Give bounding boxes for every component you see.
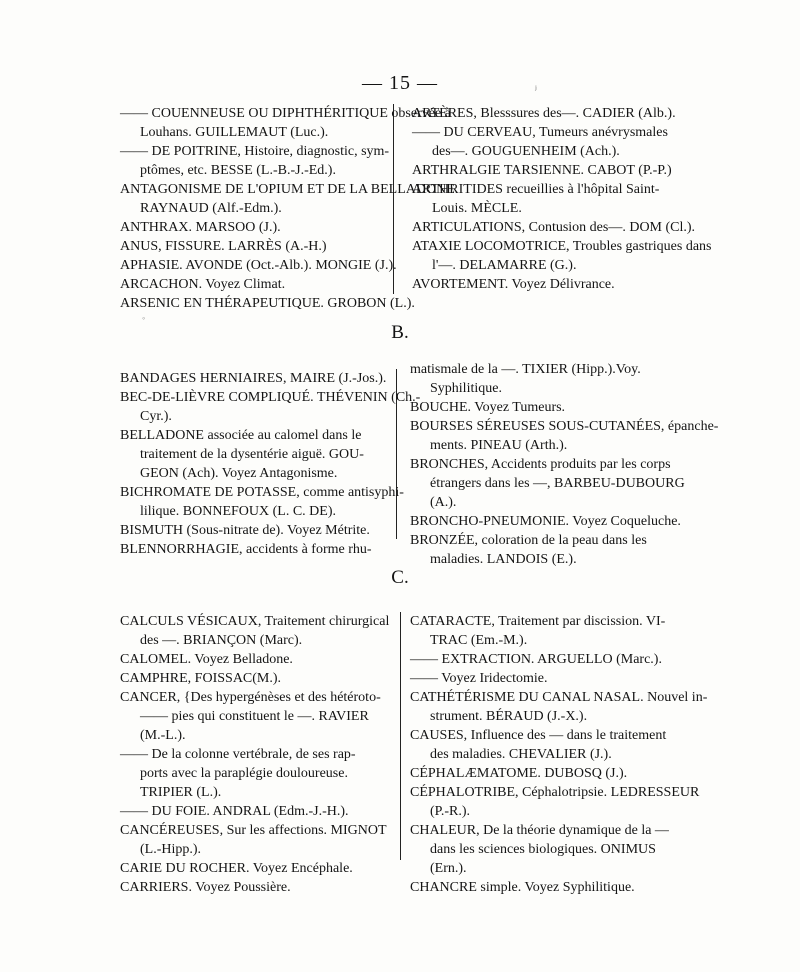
- entry-heading-line: ARCACHON. Voyez Climat.: [120, 277, 286, 292]
- index-entry: [120, 256, 397, 275]
- index-entry: [412, 275, 682, 294]
- index-entry: [410, 360, 682, 398]
- column-a-right: [412, 104, 712, 294]
- entry-heading-line: matismale de la —. TIXIER (Hipp.).Voy.: [410, 362, 641, 377]
- entry-continuation-line: des maladies. CHEVALIER (J.).: [430, 747, 612, 762]
- entry-continuation-line: —— pies qui constituent le —. RAVIER: [140, 709, 369, 724]
- entry-heading-line: CATHÉTÉRISME DU CANAL NASAL. Nouvel in-: [410, 690, 708, 705]
- index-entry: [120, 878, 392, 897]
- index-entry: [410, 783, 700, 821]
- entry-heading-line: BANDAGES HERNIAIRES, MAIRE (J.-Jos.).: [120, 371, 387, 386]
- index-entry: [410, 531, 682, 569]
- entry-heading-line: CANCÉREUSES, Sur les affections. MIGNOT: [120, 823, 387, 838]
- column-c-left: [120, 612, 401, 895]
- index-entry: [120, 688, 392, 745]
- index-entry: [120, 612, 392, 650]
- index-entry: [410, 417, 719, 455]
- index-entry: [120, 650, 392, 669]
- entry-heading-line: —— COUENNEUSE OU DIPHTHÉRITIQUE observée à: [120, 106, 451, 121]
- index-entry: [410, 669, 682, 688]
- entry-heading-line: ANTAGONISME DE L'OPIUM ET DE LA BELLADONE.: [120, 182, 459, 197]
- entry-heading-line: —— Voyez Iridectomie.: [410, 671, 548, 686]
- entry-heading-line: BOUCHE. Voyez Tumeurs.: [410, 400, 566, 415]
- entry-heading-line: BRONZÉE, coloration de la peau dans les: [410, 533, 647, 548]
- entry-heading-line: CATARACTE, Traitement par discission. VI-: [410, 614, 666, 629]
- index-entry: [120, 369, 388, 388]
- entry-heading-line: BEC-DE-LIÈVRE COMPLIQUÉ. THÉVENIN (Ch.-: [120, 390, 421, 405]
- index-entry: [120, 180, 459, 218]
- index-entry: [410, 688, 708, 726]
- entry-heading-line: ATAXIE LOCOMOTRICE, Troubles gastriques dans: [412, 239, 712, 254]
- index-entry: [120, 104, 451, 142]
- index-entry: [120, 669, 392, 688]
- entry-heading-line: APHASIE. AVONDE (Oct.-Alb.). MONGIE (J.).: [120, 258, 397, 273]
- entry-heading-line: CHANCRE simple. Voyez Syphilitique.: [410, 880, 635, 895]
- entry-heading-line: BLENNORRHAGIE, accidents à forme rhu-: [120, 542, 372, 557]
- entry-continuation-line: (L.-Hipp.).: [140, 842, 202, 857]
- entry-heading-line: CARIE DU ROCHER. Voyez Encéphale.: [120, 861, 353, 876]
- index-entry: [120, 142, 390, 180]
- index-entry: [412, 161, 682, 180]
- paper-speck: ◦: [142, 313, 146, 323]
- column-b-left: [120, 369, 421, 557]
- index-entry: [410, 821, 682, 878]
- entry-continuation-line: traitement de la dysentérie aiguë. GOU-: [140, 447, 364, 462]
- entry-heading-line: CAMPHRE, FOISSAC(M.).: [120, 671, 282, 686]
- index-entry: [412, 123, 682, 161]
- entry-heading-line: BICHROMATE DE POTASSE, comme antisyphi-: [120, 485, 404, 500]
- section-letter-b: B.: [391, 322, 409, 343]
- entry-continuation-line: (Ern.).: [430, 861, 467, 876]
- entry-heading-line: BRONCHES, Accidents produits par les corps: [410, 457, 671, 472]
- entry-continuation-line: (P.-R.).: [430, 804, 471, 819]
- entry-heading-line: —— De la colonne vertébrale, de ses rap-: [120, 747, 356, 762]
- entry-continuation-line: Louhans. GUILLEMAUT (Luc.).: [140, 125, 329, 140]
- entry-heading-line: CANCER, {Des hypergénèses et des hétéroto-: [120, 690, 381, 705]
- index-entry: [412, 104, 682, 123]
- entry-continuation-line: Louis. MÈCLE.: [432, 201, 522, 216]
- entry-continuation-line: (M.-L.).: [140, 728, 186, 743]
- index-entry: [120, 802, 392, 821]
- entry-continuation-line: ptômes, etc. BESSE (L.-B.-J.-Ed.).: [140, 163, 336, 178]
- entry-continuation-line: GEON (Ach). Voyez Antagonisme.: [140, 466, 338, 481]
- entry-heading-line: ARTHRALGIE TARSIENNE. CABOT (P.-P.): [412, 163, 672, 178]
- entry-heading-line: CAUSES, Influence des — dans le traitement: [410, 728, 667, 743]
- entry-continuation-line: des —. BRIANÇON (Marc).: [140, 633, 303, 648]
- entry-heading-line: BOURSES SÉREUSES SOUS-CUTANÉES, épanche-: [410, 419, 719, 434]
- entry-continuation-line: l'—. DELAMARRE (G.).: [432, 258, 577, 273]
- index-entry: [410, 512, 682, 531]
- entry-heading-line: —— DE POITRINE, Histoire, diagnostic, sym-: [120, 144, 390, 159]
- entry-continuation-line: Syphilitique.: [430, 381, 502, 396]
- index-entry: [410, 650, 682, 669]
- printing-mark: ʲ: [535, 84, 537, 95]
- column-b-right: [410, 360, 719, 569]
- index-entry: [120, 745, 392, 802]
- entry-heading-line: ARSENIC EN THÉRAPEUTIQUE. GROBON (L.).: [120, 296, 415, 311]
- index-entry: [120, 388, 421, 426]
- index-entry: [120, 859, 392, 878]
- index-entry: [412, 237, 712, 275]
- column-a-left: [120, 104, 459, 311]
- index-entry: [120, 426, 388, 483]
- entry-heading-line: CALCULS VÉSICAUX, Traitement chirurgical: [120, 614, 390, 629]
- index-entry: [410, 878, 682, 897]
- entry-heading-line: —— EXTRACTION. ARGUELLO (Marc.).: [410, 652, 662, 667]
- entry-heading-line: ANTHRAX. MARSOO (J.).: [120, 220, 281, 235]
- index-entry: [410, 398, 682, 417]
- index-entry: [410, 612, 682, 650]
- index-entry: [410, 764, 682, 783]
- entry-continuation-line: ports avec la paraplégie douloureuse.: [140, 766, 348, 781]
- entry-continuation-line: lilique. BONNEFOUX (L. C. DE).: [140, 504, 336, 519]
- index-entry: [412, 218, 696, 237]
- index-entry: [120, 237, 385, 256]
- entry-continuation-line: dans les sciences biologiques. ONIMUS: [430, 842, 656, 857]
- entry-continuation-line: (A.).: [430, 495, 457, 510]
- column-c-right: [410, 612, 708, 897]
- entry-continuation-line: RAYNAUD (Alf.-Edm.).: [140, 201, 282, 216]
- entry-heading-line: CÉPHALOTRIBE, Céphalotripsie. LEDRESSEUR: [410, 785, 700, 800]
- index-entry: [410, 726, 682, 764]
- entry-continuation-line: maladies. LANDOIS (E.).: [430, 552, 577, 567]
- entry-heading-line: BELLADONE associée au calomel dans le: [120, 428, 362, 443]
- section-letter-c: C.: [391, 567, 409, 588]
- entry-heading-line: CALOMEL. Voyez Belladone.: [120, 652, 293, 667]
- entry-heading-line: ARTÈRES, Blesssures des—. CADIER (Alb.).: [412, 106, 676, 121]
- index-entry: [120, 218, 385, 237]
- index-entry: [120, 275, 385, 294]
- index-entry: [120, 540, 388, 559]
- entry-heading-line: CÉPHALÆMATOME. DUBOSQ (J.).: [410, 766, 628, 781]
- index-entry: [412, 180, 682, 218]
- entry-heading-line: —— DU CERVEAU, Tumeurs anévrysmales: [412, 125, 668, 140]
- entry-heading-line: ANUS, FISSURE. LARRÈS (A.-H.): [120, 239, 327, 254]
- index-entry: [120, 294, 415, 313]
- entry-heading-line: BRONCHO-PNEUMONIE. Voyez Coqueluche.: [410, 514, 681, 529]
- page-number: — 15 —: [362, 72, 438, 94]
- entry-continuation-line: ments. PINEAU (Arth.).: [430, 438, 568, 453]
- entry-continuation-line: TRIPIER (L.).: [140, 785, 222, 800]
- entry-heading-line: BISMUTH (Sous-nitrate de). Voyez Métrite.: [120, 523, 370, 538]
- entry-continuation-line: Cyr.).: [140, 409, 172, 424]
- entry-heading-line: ARTICULATIONS, Contusion des—. DOM (Cl.).: [412, 220, 696, 235]
- entry-heading-line: AVORTEMENT. Voyez Délivrance.: [412, 277, 615, 292]
- entry-heading-line: ARTHRITIDES recueillies à l'hôpital Saint-: [412, 182, 660, 197]
- entry-heading-line: —— DU FOIE. ANDRAL (Edm.-J.-H.).: [120, 804, 349, 819]
- entry-continuation-line: étrangers dans les —, BARBEU-DUBOURG: [430, 476, 685, 491]
- entry-continuation-line: strument. BÉRAUD (J.-X.).: [430, 709, 588, 724]
- index-entry: [410, 455, 685, 512]
- index-entry: [120, 821, 392, 859]
- index-entry: [120, 521, 388, 540]
- entry-continuation-line: TRAC (Em.-M.).: [430, 633, 528, 648]
- entry-heading-line: CARRIERS. Voyez Poussière.: [120, 880, 291, 895]
- entry-continuation-line: des—. GOUGUENHEIM (Ach.).: [432, 144, 620, 159]
- index-entry: [120, 483, 404, 521]
- entry-heading-line: CHALEUR, De la théorie dynamique de la —: [410, 823, 669, 838]
